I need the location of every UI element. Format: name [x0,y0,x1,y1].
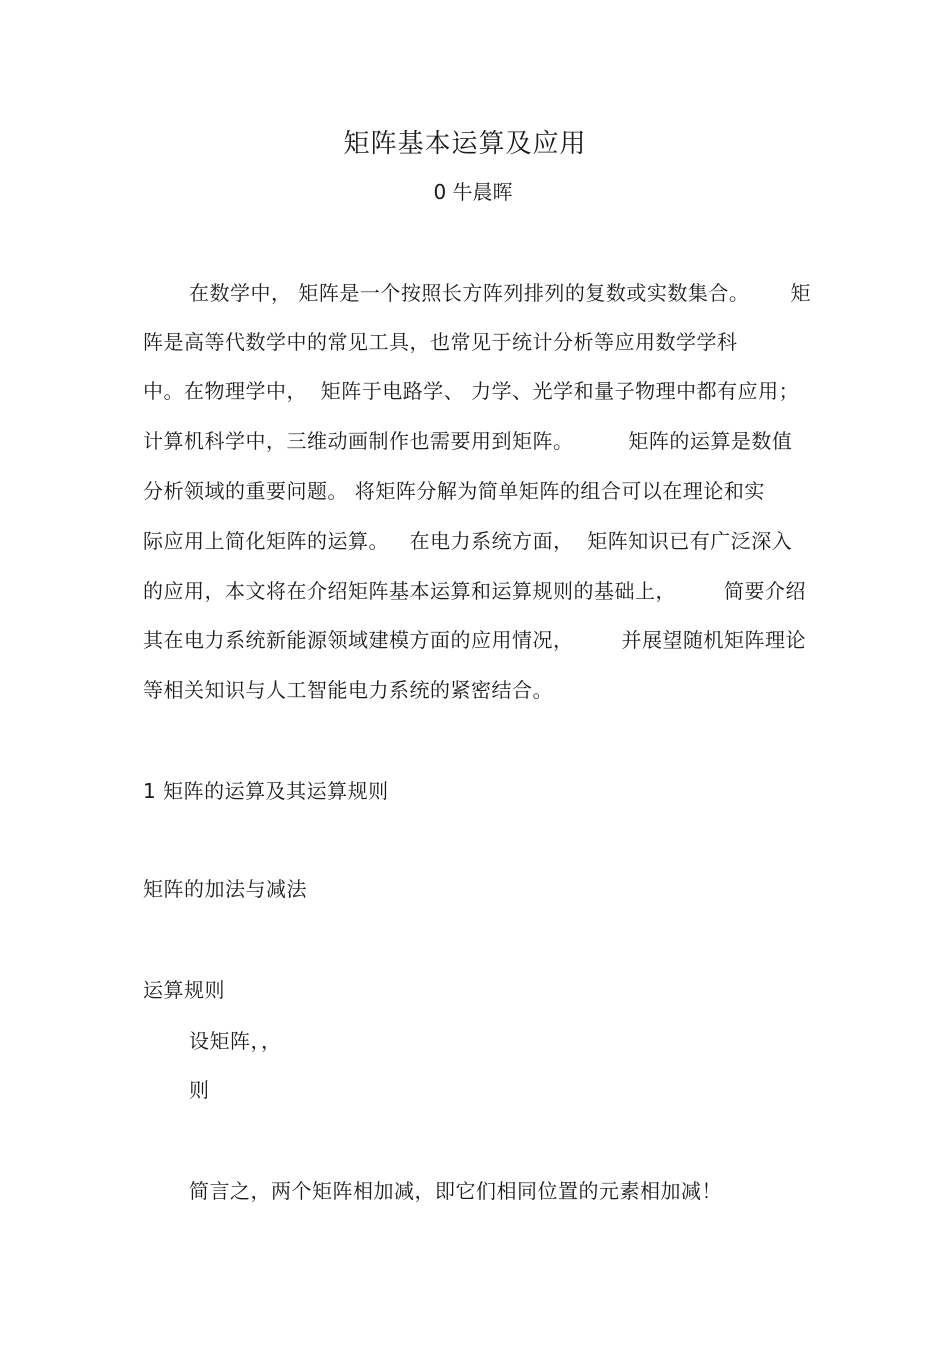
intro-line-7: 的应用，本文将在介绍矩阵基本运算和运算规则的基础上， 简要介绍 [143,579,807,603]
intro-line-6: 际应用上简化矩阵的运算。 在电力系统方面， 矩阵知识已有广泛深入 [143,529,793,553]
intro-line-9: 等相关知识与人工智能电力系统的紧密结合。 [143,678,553,702]
intro-line-4: 计算机科学中，三维动画制作也需要用到矩阵。 矩阵的运算是数值 [143,429,793,453]
intro-line-5: 分析领域的重要问题。 将矩阵分解为简单矩阵的组合可以在理论和实 [143,479,765,503]
rule-line-1: 设矩阵，， [189,1029,282,1053]
intro-line-2: 阵是高等代数学中的常见工具，也常见于统计分析等应用数学学科 [143,330,738,354]
intro-line-1: 在数学中， 矩阵是一个按照长方阵列排列的复数或实数集合。 矩 [189,281,812,305]
rule-heading: 运算规则 [143,978,225,1002]
document-title: 矩阵基本运算及应用 [343,129,587,159]
subsection-heading: 矩阵的加法与减法 [143,877,307,901]
intro-line-3: 中。在物理学中， 矩阵于电路学、 力学、光学和量子物理中都有应用； [143,379,800,403]
summary-line: 简言之，两个矩阵相加减，即它们相同位置的元素相加减！ [189,1179,722,1203]
rule-line-2: 则 [189,1078,210,1102]
author-line: 0 牛晨晖 [433,180,513,204]
intro-line-8: 其在电力系统新能源领域建模方面的应用情况， 并展望随机矩阵理论 [143,628,807,652]
section-heading: 1 矩阵的运算及其运算规则 [143,779,389,803]
